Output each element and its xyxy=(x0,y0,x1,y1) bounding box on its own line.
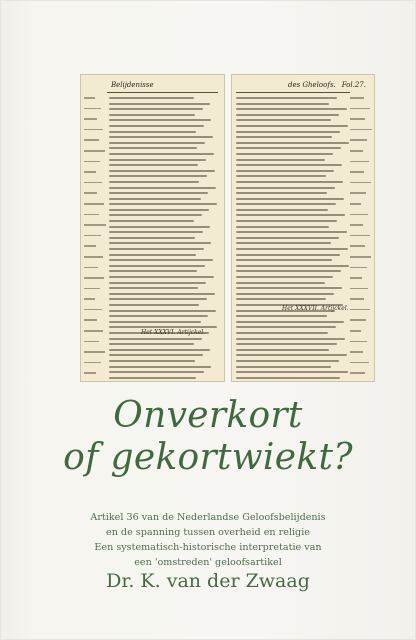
page-header-left: Belijdenisse xyxy=(111,81,154,89)
facsimile-page-right xyxy=(231,74,375,382)
title-line-1: Onverkort xyxy=(113,395,303,436)
header-rule xyxy=(236,92,350,93)
page-header-right: des Gheloofs. xyxy=(288,81,336,89)
title-line-2: of gekortwiekt? xyxy=(63,437,353,478)
article-heading-left: Het XXXVI. Artijckel. xyxy=(141,329,206,336)
blackletter-text-block xyxy=(236,97,350,371)
author-name: Dr. K. van der Zwaag xyxy=(106,570,310,592)
margin-references xyxy=(350,97,372,382)
margin-references xyxy=(84,97,106,382)
subtitle xyxy=(0,510,416,570)
header-rule xyxy=(107,92,218,93)
subtitle-line: Een systematisch-historische interpretatie van xyxy=(94,542,322,553)
page-folio: Fol.27. xyxy=(341,81,366,89)
facsimile-page-left xyxy=(80,74,225,382)
article-heading-right: Het XXXVII. Artijckel. xyxy=(282,305,349,312)
subtitle-line: en de spanning tussen overheid en religie xyxy=(106,527,310,538)
subtitle-line: een 'omstreden' geloofsartikel xyxy=(134,557,282,568)
subtitle-line: Artikel 36 van de Nederlandse Geloofsbelijdenis xyxy=(90,512,326,523)
